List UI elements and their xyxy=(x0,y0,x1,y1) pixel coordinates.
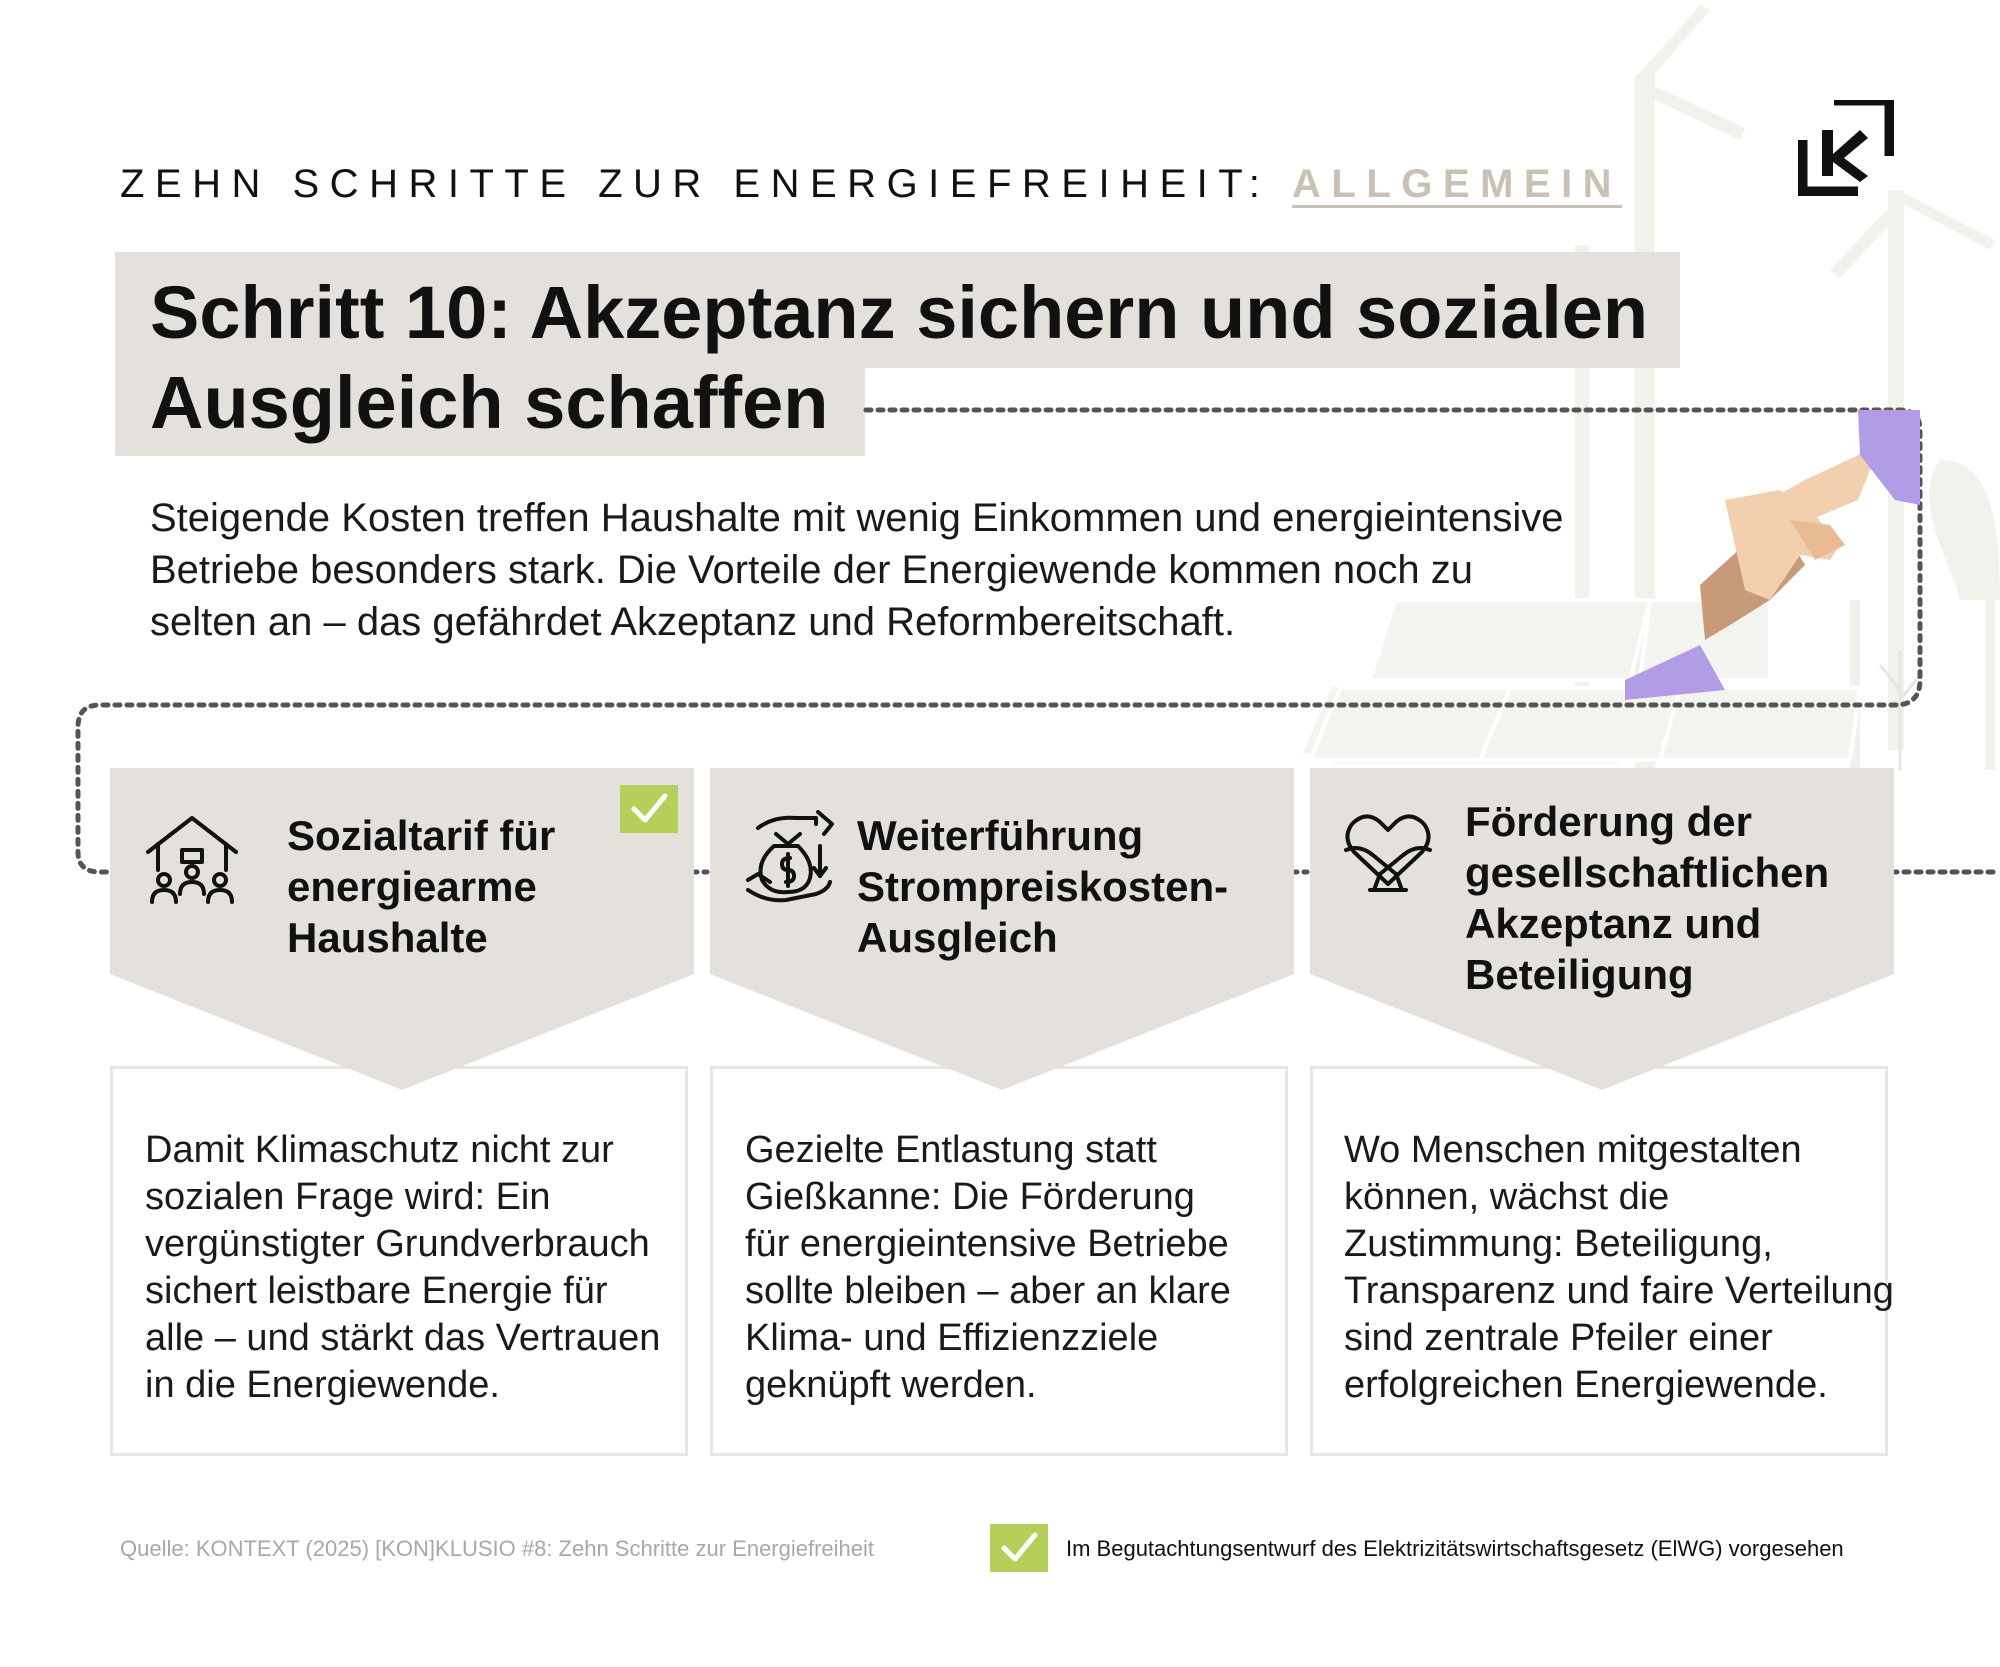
check-icon xyxy=(990,1524,1048,1572)
intro-line: selten an – das gefährdet Akzeptanz und Reformbereitschaft. xyxy=(150,600,1236,644)
card-text-line: alle – und stärkt das Vertrauen xyxy=(145,1317,661,1359)
measure-card-header xyxy=(1310,768,1894,1090)
card-title-line: Beteiligung xyxy=(1465,951,1694,998)
card-text-line: in die Energiewende. xyxy=(145,1364,500,1406)
card-text-line: Wo Menschen mitgestalten xyxy=(1344,1129,1802,1171)
intro-line: Betriebe besonders stark. Die Vorteile der Energiewende kommen noch zu xyxy=(150,548,1473,592)
card-text-line: können, wächst die xyxy=(1344,1176,1670,1218)
intro-line: Steigende Kosten treffen Haushalte mit wenig Einkommen und energieintensive xyxy=(150,496,1564,540)
page-title-line: Ausgleich schaffen xyxy=(150,361,829,444)
card-text-line: sichert leistbare Energie für xyxy=(145,1270,608,1312)
card-text-line: Klima- und Effizienzziele xyxy=(745,1317,1159,1359)
card-title-line: Ausgleich xyxy=(857,914,1058,961)
measure-card-header xyxy=(110,768,694,1090)
page-title-line: Schritt 10: Akzeptanz sichern und sozialen xyxy=(150,271,1649,354)
card-text-line: vergünstigter Grundverbrauch xyxy=(145,1223,650,1265)
card-description xyxy=(1344,1127,1894,1409)
card-text-line: sozialen Frage wird: Ein xyxy=(145,1176,551,1218)
card-title-line: Weiterführung xyxy=(857,812,1144,859)
card-title-line: Strompreiskosten- xyxy=(857,863,1229,910)
money-bag-hands-icon xyxy=(744,810,840,906)
heart-hug-icon xyxy=(1340,804,1436,900)
card-text-line: sind zentrale Pfeiler einer xyxy=(1344,1317,1773,1359)
card-title-line: Förderung der xyxy=(1465,798,1753,845)
card-text-line: Damit Klimaschutz nicht zur xyxy=(145,1129,614,1171)
card-text-line: Zustimmung: Beteiligung, xyxy=(1344,1223,1773,1265)
card-text-line: Transparenz und faire Verteilung xyxy=(1344,1270,1894,1312)
card-text-line: erfolgreichen Energiewende. xyxy=(1344,1364,1828,1406)
source-citation: Quelle: KONTEXT (2025) [KON]KLUSIO #8: Zehn Schritte zur Energiefreiheit xyxy=(120,1536,875,1561)
series-heading xyxy=(120,162,1622,207)
card-title-line: Sozialtarif für xyxy=(287,812,556,859)
card-text-line: sollte bleiben – aber an klare xyxy=(745,1270,1231,1312)
card-title xyxy=(857,810,1228,963)
category-label: ALLGEMEIN xyxy=(1292,162,1623,206)
card-title xyxy=(1465,796,1829,1000)
card-text-line: Gezielte Entlastung statt xyxy=(745,1129,1157,1171)
card-title-line: gesellschaftlichen xyxy=(1465,849,1830,896)
card-title-line: energiearme xyxy=(287,863,537,910)
series-heading-text: ZEHN SCHRITTE ZUR ENERGIEFREIHEIT: xyxy=(120,162,1271,206)
card-title-line: Haushalte xyxy=(287,914,488,961)
check-icon xyxy=(620,785,678,833)
card-title-line: Akzeptanz und xyxy=(1465,900,1762,947)
logo-icon xyxy=(1798,100,1894,196)
card-text-line: Gießkanne: Die Förderung xyxy=(745,1176,1195,1218)
house-people-icon xyxy=(144,810,240,906)
card-text-line: für energieintensive Betriebe xyxy=(745,1223,1229,1265)
card-title xyxy=(287,810,555,963)
card-text-line: geknüpft werden. xyxy=(745,1364,1037,1406)
measure-card-header xyxy=(710,768,1294,1090)
card-description xyxy=(745,1127,1231,1409)
legend-text: Im Begutachtungsentwurf des Elektrizitätswirtschaftsgesetz (ElWG) vorgesehen xyxy=(1066,1536,1844,1561)
intro-paragraph xyxy=(150,492,1710,648)
card-description xyxy=(145,1127,660,1409)
page-title xyxy=(150,268,1650,448)
